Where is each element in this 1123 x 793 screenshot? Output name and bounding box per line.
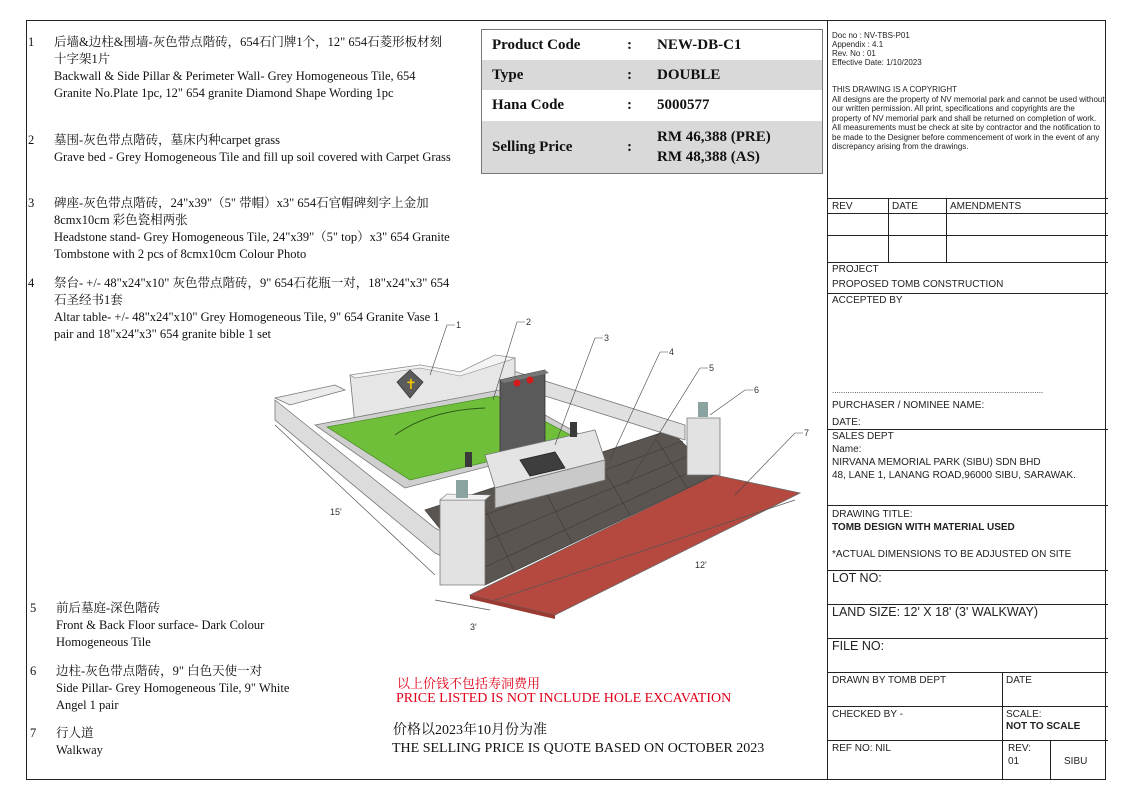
colon: :	[627, 138, 632, 155]
file-no: FILE NO:	[832, 639, 885, 653]
angel	[456, 480, 468, 498]
dimensions-note: *ACTUAL DIMENSIONS TO BE ADJUSTED ON SITE	[832, 549, 1072, 560]
doc-no: Doc no : NV-TBS-P01	[832, 31, 910, 40]
price-date-note-zh: 价格以2023年10月份为准	[393, 723, 547, 738]
callout-5: 5	[709, 363, 715, 373]
title-block	[827, 20, 1108, 780]
type-row	[482, 60, 822, 90]
scale-value: NOT TO SCALE	[1006, 721, 1081, 732]
amendments-header: AMENDMENTS	[950, 201, 1022, 212]
hana-code-label: Hana Code	[492, 97, 565, 113]
angel	[698, 402, 708, 417]
item-description-zh: 前后墓庭-深色階砖	[56, 601, 161, 615]
product-code-row	[482, 30, 822, 60]
company-address: 48, LANE 1, LANANG ROAD,96000 SIBU, SARAWAK.	[832, 470, 1076, 481]
project-label: PROJECT	[832, 264, 879, 275]
type-value: DOUBLE	[657, 66, 721, 83]
item-description-en: Altar table- +/- 48"x24"x10" Grey Homogeneous Tile, 9" 654 Granite Vase 1 pair and 18"x24"x3" 654 granite bible 1 set	[54, 310, 440, 341]
product-code-label: Product Code	[492, 36, 581, 53]
project-name: PROPOSED TOMB CONSTRUCTION	[832, 279, 1004, 290]
colon: :	[627, 97, 632, 113]
item-description-en: Front & Back Floor surface- Dark Colour Homogeneous Tile	[56, 618, 265, 649]
location: SIBU	[1064, 756, 1088, 767]
item-number: 5	[30, 601, 37, 615]
item-description-zh: 祭台- +/- 48"x24"x10" 灰色带点階砖，9" 654石花瓶一对，18"x24"x3" 654石圣经书1套	[54, 276, 450, 307]
signature-line: ...............................................................................................	[832, 386, 1044, 395]
dimension-12ft: 12'	[695, 560, 707, 570]
item-number: 2	[28, 133, 35, 147]
purchaser-date: DATE:	[832, 417, 861, 428]
selling-price-label: Selling Price	[492, 138, 573, 155]
price-as: RM 48,388 (AS)	[657, 149, 760, 165]
item-number: 1	[28, 35, 35, 49]
checked-by: CHECKED BY -	[832, 709, 903, 720]
vase	[465, 452, 472, 467]
excavation-note-en: PRICE LISTED IS NOT INCLUDE HOLE EXCAVATION	[396, 691, 732, 706]
effective-date: Effective Date: 1/10/2023	[832, 58, 922, 67]
excavation-note-zh: 以上价钱不包括寿洞费用	[397, 676, 541, 691]
rev-value: 01	[1008, 756, 1020, 767]
hana-code-value: 5000577	[657, 97, 710, 113]
item-description-en: Side Pillar- Grey Homogeneous Tile, 9" White Angel 1 pair	[56, 681, 290, 712]
land-size: LAND SIZE: 12' X 18' (3' WALKWAY)	[832, 605, 1039, 619]
selling-price-row	[482, 121, 822, 173]
colon: :	[627, 36, 632, 53]
ref-no: REF NO: NIL	[832, 743, 891, 754]
svg-text:✝: ✝	[405, 377, 417, 393]
date-field: DATE	[1006, 675, 1032, 686]
callout-7: 7	[804, 428, 810, 438]
dimension-3ft: 3'	[470, 622, 477, 632]
purchaser-name: PURCHASER / NOMINEE NAME:	[832, 400, 985, 411]
price-table	[481, 29, 823, 174]
item-description-zh: 墓围-灰色带点階砖，墓床内种carpet grass	[54, 133, 281, 147]
callout-4: 4	[669, 347, 675, 357]
colon: :	[627, 66, 632, 83]
appendix: Appendix : 4.1	[832, 40, 884, 49]
side-pillar-right	[687, 418, 720, 475]
item-number: 3	[28, 196, 35, 210]
item-number: 6	[30, 664, 37, 678]
item-description-zh: 后墙&边柱&围墙-灰色带点階砖，654石门牌1个，12" 654石菱形板材刻十字架1片	[54, 35, 443, 66]
drawing-title: TOMB DESIGN WITH MATERIAL USED	[832, 522, 1015, 533]
product-code-value: NEW-DB-C1	[657, 36, 742, 53]
copyright-title: THIS DRAWING IS A COPYRIGHT	[832, 85, 958, 94]
item-description-zh: 边柱-灰色带点階砖，9" 白色天使一对	[56, 664, 263, 678]
item-description-en: Walkway	[56, 743, 103, 757]
date-header: DATE	[892, 201, 918, 212]
lot-no: LOT NO:	[832, 571, 882, 585]
item-description-en: Backwall & Side Pillar & Perimeter Wall- Grey Homogeneous Tile, 654 Granite No.Plate 1pc, 12" 654 granite Diamond Shape Wording 1pc	[54, 69, 416, 100]
item-description-zh: 碑座-灰色带点階砖，24"x39"（5" 带帽）x3" 654石官帽碑刻字上金加8cmx10cm 彩色瓷相两张	[54, 196, 429, 227]
copyright-text: All designs are the property of NV memorial park and cannot be used without our written permission. All print, specifications and copyrights are the property of NV memorial park and shall be returned on completion of work. All measurements must be check at site by contractor and the notification to be made to the Designer before commencement of work in the event of any discrepancy arising from the drawings.	[832, 95, 1105, 152]
callout-3: 3	[604, 333, 610, 343]
price-pre: RM 46,388 (PRE)	[657, 129, 771, 145]
type-label: Type	[492, 66, 524, 83]
price-date-note-en: THE SELLING PRICE IS QUOTE BASED ON OCTOBER 2023	[392, 741, 765, 756]
item-description-zh: 行人道	[56, 726, 94, 740]
callout-2: 2	[526, 317, 532, 327]
vase	[570, 422, 577, 437]
callout-1: 1	[456, 320, 462, 330]
dimension-15ft: 15'	[330, 507, 342, 517]
hana-code-row	[482, 90, 822, 121]
accepted-by: ACCEPTED BY	[832, 295, 903, 306]
drawn-by: DRAWN BY TOMB DEPT	[832, 675, 947, 686]
name-label: Name:	[832, 444, 862, 455]
item-number: 4	[28, 276, 35, 290]
sales-dept: SALES DEPT	[832, 431, 894, 442]
tomb-3d-drawing	[255, 310, 825, 660]
side-pillar-left	[440, 500, 485, 585]
company-name: NIRVANA MEMORIAL PARK (SIBU) SDN BHD	[832, 457, 1041, 468]
drawing-title-label: DRAWING TITLE:	[832, 509, 913, 520]
scale-label: SCALE:	[1006, 709, 1042, 720]
callout-6: 6	[754, 385, 760, 395]
item-number: 7	[30, 726, 37, 740]
rev-label: REV:	[1008, 743, 1031, 754]
item-description-en: Grave bed - Grey Homogeneous Tile and fill up soil covered with Carpet Grass	[54, 150, 451, 164]
rev-header: REV	[832, 201, 853, 212]
rev-no: Rev. No : 01	[832, 49, 876, 58]
item-description-en: Headstone stand- Grey Homogeneous Tile, 24"x39"（5" top）x3" 654 Granite Tombstone with 2 pcs of 8cmx10cm Colour Photo	[54, 230, 450, 261]
